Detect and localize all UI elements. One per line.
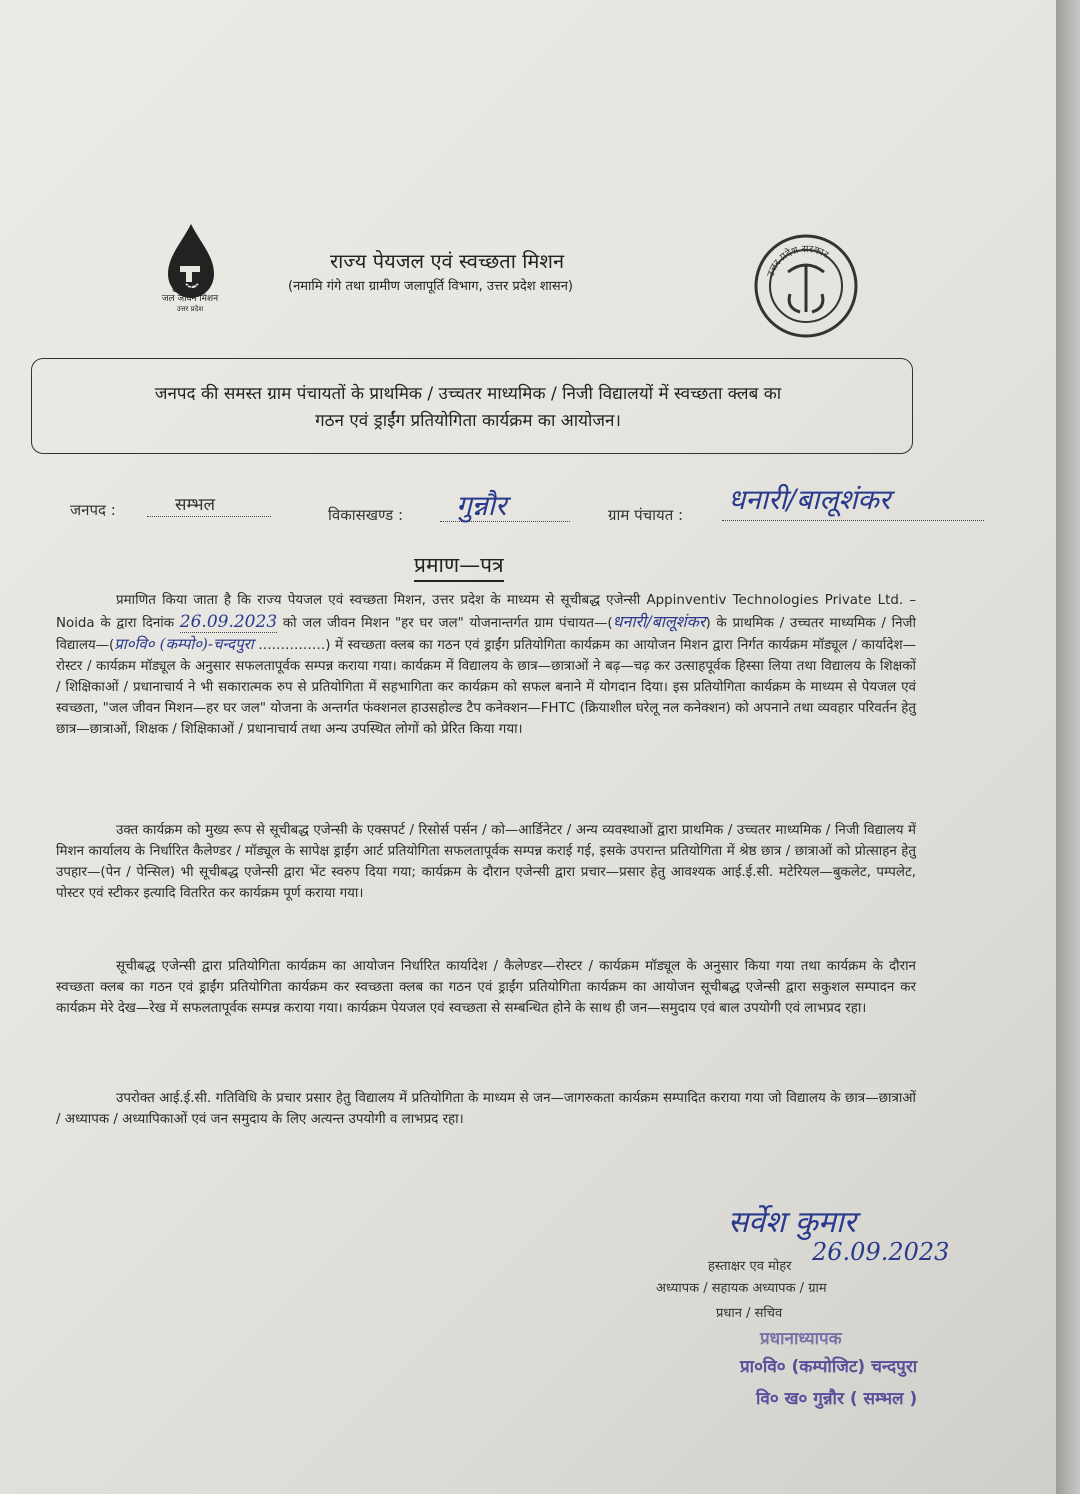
paragraph-3 [56,956,916,1019]
p3-text: सूचीबद्ध एजेन्सी द्वारा प्रतियोगिता कार्यक्रम का आयोजन निर्धारित कार्यादेश / कैलेण्डर—रोस्टर / कार्यक्रम मॉड्यूल के अनुसार किया गया तथा कार्यक्रम के दौरान स्वच्छता क्लब का गठन एवं ड्राईंग प्रतियोगिता कार्यक्रम कर स्वच्छता क्लब का गठन एवं ड्राईंग प्रतियोगिता कार्यक्रम का आयोजन सूचीबद्ध एजेन्सी द्वारा सकुशल सम्पादन कर कार्यक्रम मेरे देख—रेख में सफलतापूर्वक सम्पन्न कराया गया। कार्यक्रम पेयजल एवं स्वच्छता से सम्बन्धित होने के साथ ही जन—समुदाय एवं बाल उपयोगी एवं लाभप्रद रहा। [56,959,916,1016]
paragraph-1 [56,590,916,740]
panchayat-value: धनारी/बालूशंकर [728,483,891,516]
panchayat-field [722,480,984,521]
state-seal-icon [752,232,860,340]
district-value: सम्भल [175,495,216,515]
svg-text:उत्तर प्रदेश सरकार [765,244,831,279]
stamp-line-1: प्रधानाध्यापक [760,1329,842,1349]
p1-text-d: ग्राम पंचायत—( [534,616,613,631]
p1-text-a: प्रमाणित किया जाता है कि राज्य पेयजल एवं स्वच्छता मिशन, उत्तर प्रदेश के माध्यम से सूचीबद्ध एजेन्सी Appinventiv [116,593,727,608]
header-title: राज्य पेयजल एवं स्वच्छता मिशन [330,249,565,273]
header-subtitle: (नमामि गंगे तथा ग्रामीण जलापूर्ति विभाग, उत्तर प्रदेश शासन) [288,279,573,294]
seal-text: उत्तर प्रदेश सरकार [765,243,831,279]
p1-school: प्रा०वि० (कम्पो०)-चन्दपुरा [114,635,254,653]
logo-caption-1: हर घर जल [172,284,208,294]
signature-date: 26.09.2023 [812,1238,950,1266]
banner-line-2: गठन एवं ड्राईंग प्रतियोगिता कार्यक्रम का आयोजन। [315,411,621,431]
handwritten-signature: सर्वेश कुमार [728,1205,856,1240]
logo-caption [140,284,240,314]
p1-text-c: को जल जीवन मिशन "हर घर जल" योजनान्तर्गत [282,616,529,631]
block-label: विकासखण्ड : [328,506,404,524]
p1-text-f: ……………) में स्वच्छता क्लब का गठन एवं ड्राईंग प्रतियोगिता कार्यक्रम का आयोजन मिशन द्वारा निर्गत कार्यक्रम मॉड्यूल / कार्यादेश—रोस्टर / कार्यक्रम मॉड्यूल के अनुसार सफलतापूर्वक सम्पन्न कराया गया। कार्यक्रम में विद्यालय के छात्र—छात्राओं ने बढ़—चढ़ कर उत्साहपूर्वक हिस्सा लिया तथा विद्यालय के शिक्षकों / शिक्षिकाओं / प्रधानाचार्य ने भी सकारात्मक रुप से प्रतियोगिता में सहभागिता कर कार्यक्रम को सफल बनाने में योगदान दिया। इस प्रतियोगिता कार्यक्रम के माध्यम से पेयजल एवं स्वच्छता, "जल जीवन मिशन—हर घर जल" योजना के अन्तर्गत फंक्शनल हाउसहोल्ड टैप कनेक्शन—FHTC (क्रियाशील घरेलू नल कनेक्शन) को अपनाने तथा व्यवहार परिवर्तन हेतु छात्र—छात्राओं, शिक्षक / शिक्षिकाओं / प्रधानाचार्य तथा अन्य उपस्थित लोगों को प्रेरित किया गया। [56,638,916,737]
panchayat-label: ग्राम पंचायत : [608,506,684,524]
district-label: जनपद : [70,501,116,519]
logo-caption-3: उत्तर प्रदेश [176,305,204,313]
p1-date: 26.09.2023 [179,612,278,632]
stamp-line-3: वि० ख० गुन्नौर ( सम्भल ) [756,1389,918,1409]
block-value: गुन्नौर [456,489,507,522]
signature-role-2: प्रधान / सचिव [716,1306,783,1321]
block-field [440,486,570,522]
signature-label: हस्ताक्षर एव मोहर [708,1259,792,1274]
paragraph-2 [56,820,916,904]
banner-line-1: जनपद की समस्त ग्राम पंचायतों के प्राथमिक / उच्चतर माध्यमिक / निजी विद्यालयों में स्वच्छता क्लब का [154,384,782,404]
subject-banner [31,358,913,454]
stamp-line-2: प्रा०वि० (कम्पोजिट) चन्दपुरा [740,1357,918,1377]
logo-caption-2: जल जीवन मिशन [161,294,219,304]
p1-text-b: Technologies Private Ltd. – Noida के द्वारा दिनांक [56,593,917,631]
certificate-title: प्रमाण—पत्र [414,551,504,582]
paragraph-4 [56,1088,916,1130]
signature-role-1: अध्यापक / सहायक अध्यापक / ग्राम [656,1281,827,1296]
p1-text-e: ) के प्राथमिक / उच्चतर माध्यमिक / निजी विद्यालय—( [56,616,916,653]
p2-text: उक्त कार्यक्रम को मुख्य रूप से सूचीबद्ध एजेन्सी के एक्सपर्ट / रिसोर्स पर्सन / को—आर्डिनेटर / अन्य व्यवस्थाओं द्वारा प्राथमिक / उच्चतर माध्यमिक / निजी विद्यालय में मिशन कार्यालय के निर्धारित कैलेण्डर / मॉड्यूल के सापेक्ष ड्राईंग आर्ट प्रतियोगिता सफलतापूर्वक सम्पन्न कराई गई, इसके उपरान्त प्रतियोगिता में श्रेष्ठ छात्र / छात्राओं को प्रोत्साहन हेतु उपहार—(पेन / पेन्सिल) भी सूचीबद्ध एजेन्सी द्वारा भेंट स्वरुप दिया गया; कार्यक्रम के दौरान एजेन्सी द्वारा प्रचार—प्रसार हेतु आवश्यक आई.ई.सी. मटेरियल—बुकलेट, पम्पलेट, पोस्टर एवं स्टीकर इत्यादि वितरित कर कार्यक्रम पूर्ण कराया गया। [56,823,916,901]
p1-panchayat: धनारी/बालूशंकर [612,612,706,631]
paper-edge [1056,0,1080,1494]
p4-text: उपरोक्त आई.ई.सी. गतिविधि के प्रचार प्रसार हेतु विद्यालय में प्रतियोगिता के माध्यम से जन—जागरुकता कार्यक्रम सम्पादित कराया गया जो विद्यालय के छात्र—छात्राओं / अध्यापक / अध्यापिकाओं एवं जन समुदाय के लिए अत्यन्त उपयोगी व लाभप्रद रहा। [56,1091,916,1127]
district-field [147,492,271,517]
